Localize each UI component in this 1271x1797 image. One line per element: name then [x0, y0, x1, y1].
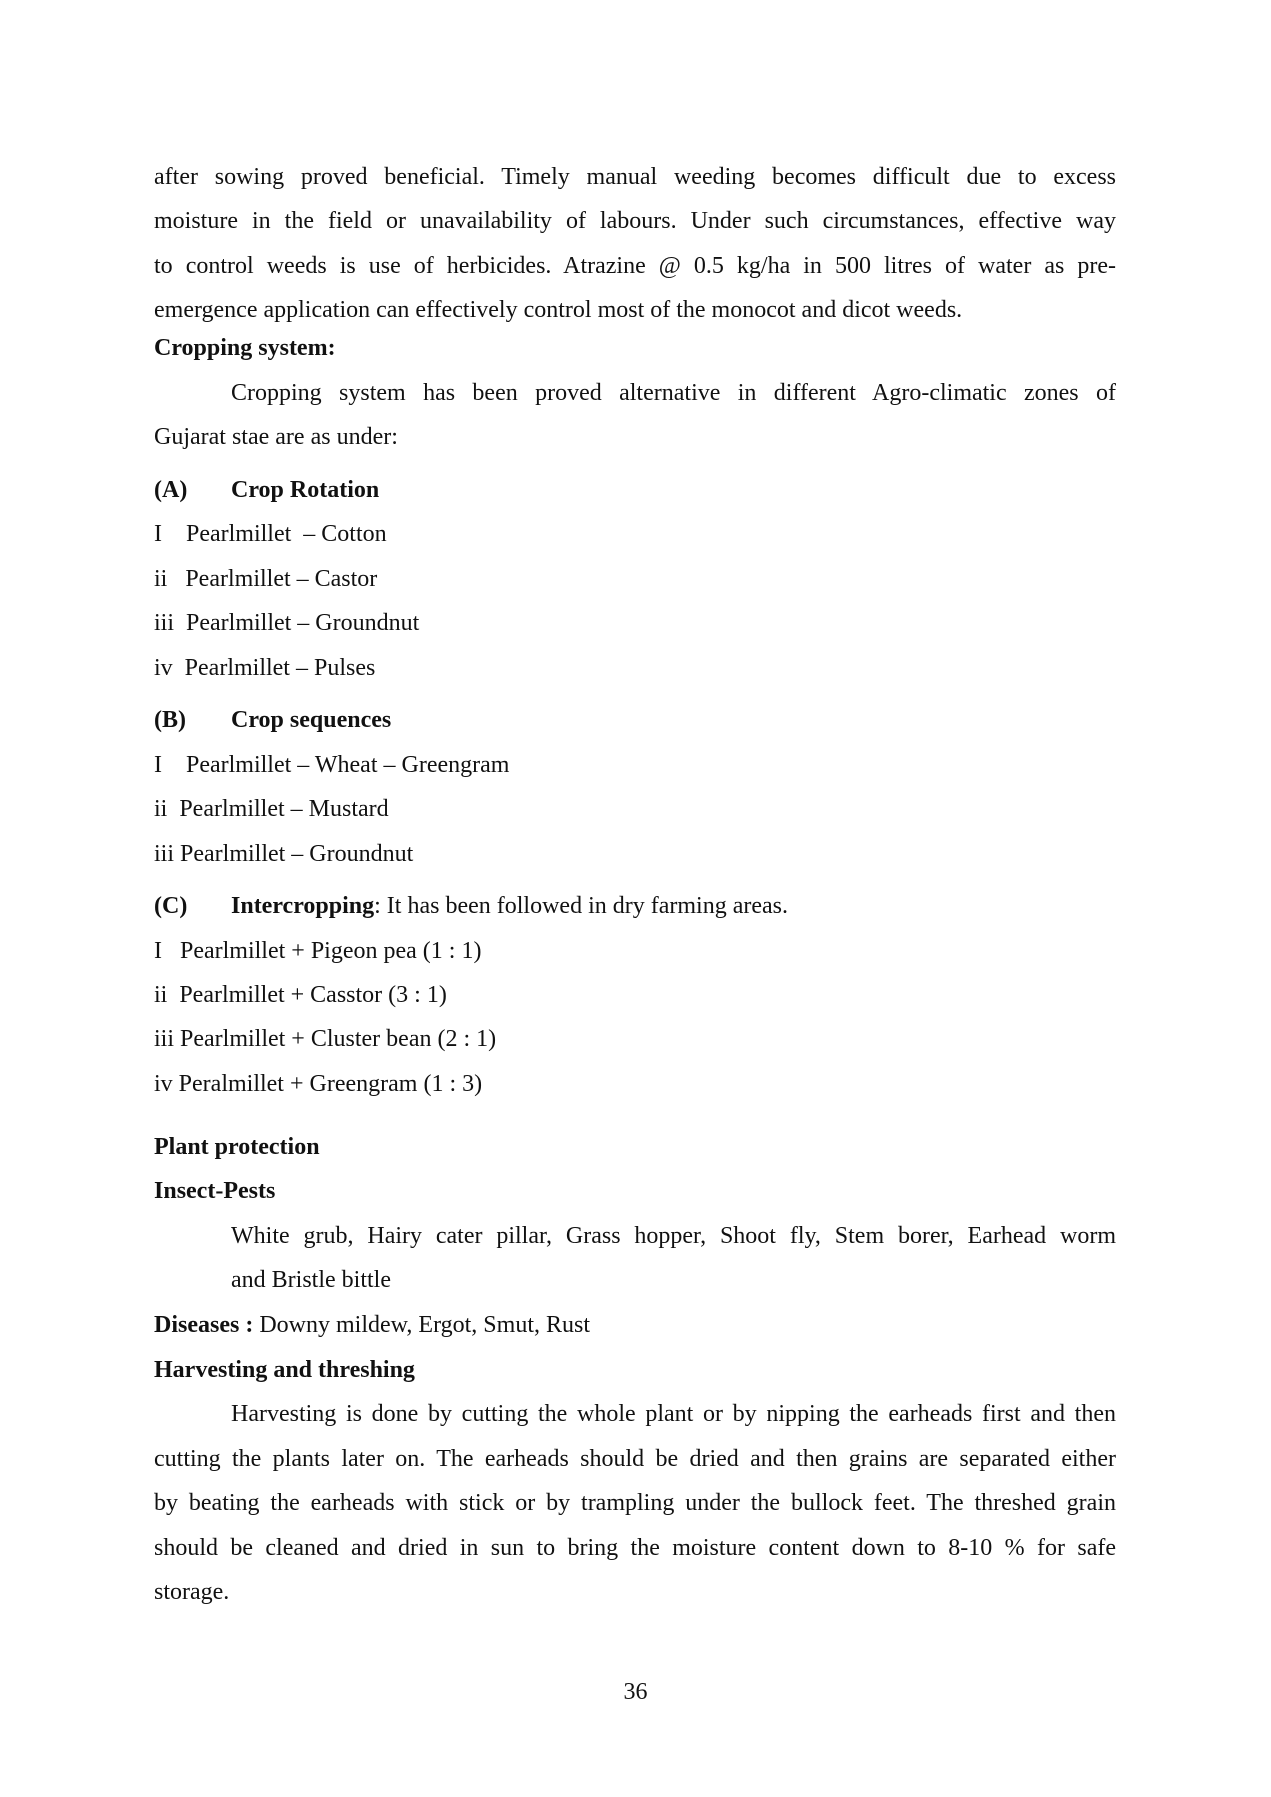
list-item: I Pearlmillet – Wheat – Greengram: [154, 752, 510, 778]
diseases-text: Downy mildew, Ergot, Smut, Rust: [253, 1312, 591, 1338]
harvesting-line: storage.: [154, 1579, 230, 1605]
intercropping-heading: [154, 891, 788, 921]
harvesting-line: by beating the earheads with stick or by trampling under the bullock feet. The threshed grain: [154, 1490, 1116, 1516]
harvesting-line: Harvesting is done by cutting the whole plant or by nipping the earheads first and then: [231, 1401, 1116, 1427]
list-item: iii Pearlmillet + Cluster bean (2 : 1): [154, 1026, 497, 1052]
list-item: iii Pearlmillet – Groundnut: [154, 841, 414, 867]
cropping-system-intro: Cropping system has been proved alternative in different Agro-climatic zones of: [231, 380, 1116, 406]
list-item: ii Pearlmillet – Castor: [154, 566, 378, 592]
section-label: (B): [154, 707, 186, 733]
section-title: Crop sequences: [231, 707, 392, 733]
section-label: (C): [154, 893, 188, 919]
list-item: ii Pearlmillet – Mustard: [154, 796, 389, 822]
insect-pests-text: and Bristle bittle: [231, 1267, 391, 1293]
insect-pests-text: White grub, Hairy cater pillar, Grass hopper, Shoot fly, Stem borer, Earhead worm: [231, 1223, 1116, 1249]
list-item: ii Pearlmillet + Casstor (3 : 1): [154, 982, 447, 1008]
list-item: I Pearlmillet + Pigeon pea (1 : 1): [154, 938, 482, 964]
list-item: iv Peralmillet + Greengram (1 : 3): [154, 1071, 483, 1097]
list-item: iii Pearlmillet – Groundnut: [154, 610, 420, 636]
crop-rotation-heading: [154, 475, 379, 505]
harvesting-line: should be cleaned and dried in sun to bring the moisture content down to 8-10 % for safe: [154, 1535, 1116, 1561]
section-title: Intercropping: [231, 893, 375, 919]
weed-control-line: to control weeds is use of herbicides. Atrazine @ 0.5 kg/ha in 500 litres of water as pre-: [154, 253, 1116, 279]
insect-pests-heading: Insect-Pests: [154, 1178, 276, 1204]
cropping-system-heading: Cropping system:: [154, 335, 336, 361]
diseases-label: Diseases :: [154, 1312, 254, 1338]
weed-control-line: moisture in the field or unavailability of labours. Under such circumstances, effective way: [154, 208, 1116, 234]
weed-control-line: after sowing proved beneficial. Timely manual weeding becomes difficult due to excess: [154, 164, 1116, 190]
list-item: I Pearlmillet – Cotton: [154, 521, 387, 547]
list-item: iv Pearlmillet – Pulses: [154, 655, 376, 681]
plant-protection-heading: Plant protection: [154, 1134, 320, 1160]
diseases-line: [154, 1310, 590, 1340]
crop-sequences-heading: [154, 705, 391, 735]
harvesting-heading: Harvesting and threshing: [154, 1357, 415, 1383]
page-number: 36: [623, 1679, 648, 1705]
harvesting-line: cutting the plants later on. The earheads should be dried and then grains are separated either: [154, 1446, 1116, 1472]
cropping-system-intro: Gujarat stae are as under:: [154, 424, 398, 450]
section-title: Crop Rotation: [231, 477, 380, 503]
section-label: (A): [154, 477, 188, 503]
weed-control-line: emergence application can effectively control most of the monocot and dicot weeds.: [154, 297, 963, 323]
section-description: : It has been followed in dry farming areas.: [374, 893, 788, 919]
